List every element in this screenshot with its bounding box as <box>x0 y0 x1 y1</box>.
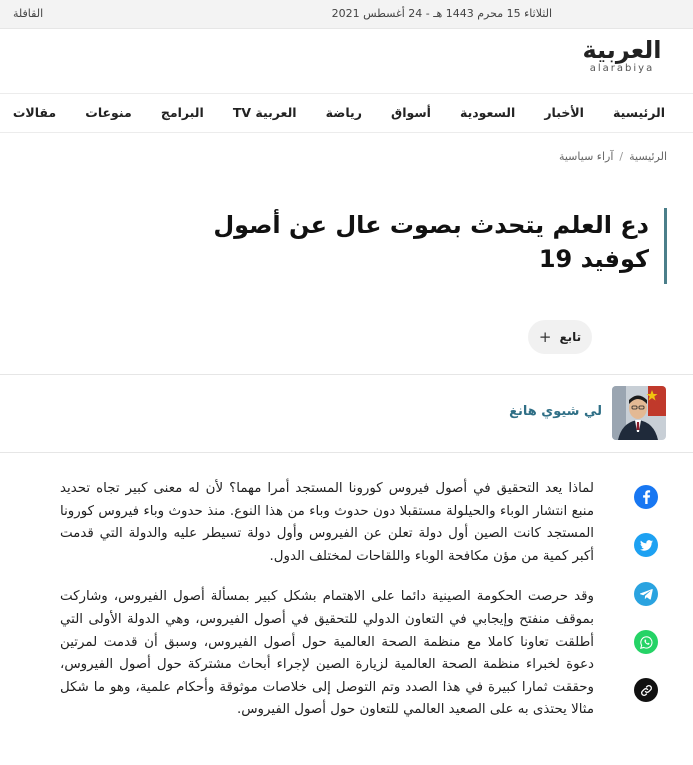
follow-label: تابع <box>559 330 582 344</box>
copy-link-button[interactable] <box>634 678 658 702</box>
share-whatsapp-button[interactable] <box>634 630 658 654</box>
nav-item-sports[interactable]: رياضة <box>325 105 362 120</box>
facebook-icon <box>640 490 652 504</box>
author-photo <box>612 386 666 440</box>
telegram-icon <box>640 589 653 600</box>
article-title: دع العلم يتحدث بصوت عال عن أصول كوفيد 19 <box>213 211 649 273</box>
top-info-bar <box>0 0 693 29</box>
article-header <box>147 208 667 284</box>
nav-item-saudi[interactable]: السعودية <box>459 105 516 120</box>
nav-item-variety[interactable]: منوعات <box>85 105 132 120</box>
whatsapp-icon <box>640 636 653 649</box>
author-avatar[interactable] <box>612 386 666 440</box>
author-divider-bottom <box>0 452 693 453</box>
site-header <box>0 29 693 93</box>
breadcrumb-section[interactable]: آراء سياسية <box>558 150 614 163</box>
title-accent-bar <box>664 208 667 284</box>
main-nav <box>0 93 693 133</box>
share-telegram-button[interactable] <box>634 582 658 606</box>
nav-item-programs[interactable]: البرامج <box>160 105 204 120</box>
nav-item-tv[interactable]: العربية TV <box>232 105 297 120</box>
breadcrumb-home[interactable]: الرئيسية <box>629 150 667 163</box>
article-paragraph: لماذا يعد التحقيق في أصول فيروس كورونا المستجد أمرا مهما؟ لأن له معنى كبير تجاه تحديد منبع انتشار الوباء والحيلولة مستقبلا دون حدوث وباء من هذا النوع. منذ حدوث وباء فيروس كورونا المستجد كانت الصين أول دولة تعلن عن الفيروس وأول دولة تسيطر عليه والدولة التي قدمت أكبر كمية من مؤن مكافحة الوباء واللقاحات لمختلف الدول. <box>60 481 594 564</box>
nav-item-markets[interactable]: أسواق <box>391 105 431 120</box>
twitter-icon <box>640 540 653 551</box>
logo-latin: alarabiya <box>589 63 655 74</box>
current-date: الثلاثاء 15 محرم 1443 هـ - 24 أغسطس 2021 <box>331 7 552 20</box>
author-divider-top <box>0 374 693 375</box>
article-body <box>60 478 594 740</box>
article-paragraph: وقد حرصت الحكومة الصينية دائما على الاهتمام بشكل كبير بمسألة أصول الفيروس، وشاركت بموقف منفتح وإيجابي في التعاون الدولي للتحقيق في أصول الفيروس، وهي الدولة الأولى التي أطلقت تعاونا كاملا مع منظمة الصحة العالمية حول أصول الفيروس، وسبق أن قدمت لمرتين دعوة لخبراء منظمة الصحة العالمية لزيارة الصين لإجراء أبحاث مشتركة حول أصول الفيروس، وحققت ثمارا كبيرة في هذا الصدد وتم التوصل إلى خلاصات موثوقة وأحكام علمية، وهو ما شكل مثالا يحتذى به على الصعيد العالمي للتعاون حول أصول الفيروس. <box>60 589 594 718</box>
nav-item-articles[interactable]: مقالات <box>12 105 57 120</box>
logo-arabic: العربية <box>582 36 662 64</box>
breadcrumb <box>559 150 667 163</box>
nav-item-home[interactable]: الرئيسية <box>613 105 665 120</box>
caravan-link[interactable]: القافلة <box>13 7 44 20</box>
share-facebook-button[interactable] <box>634 485 658 509</box>
site-logo[interactable] <box>577 35 667 74</box>
plus-icon: + <box>538 328 552 346</box>
author-name[interactable]: لي شيوي هانغ <box>509 404 602 419</box>
share-bar <box>628 478 664 716</box>
follow-button[interactable] <box>528 320 592 354</box>
copy-link-icon <box>640 684 653 697</box>
breadcrumb-separator: / <box>619 150 624 163</box>
share-twitter-button[interactable] <box>634 533 658 557</box>
nav-item-news[interactable]: الأخبار <box>544 105 584 120</box>
